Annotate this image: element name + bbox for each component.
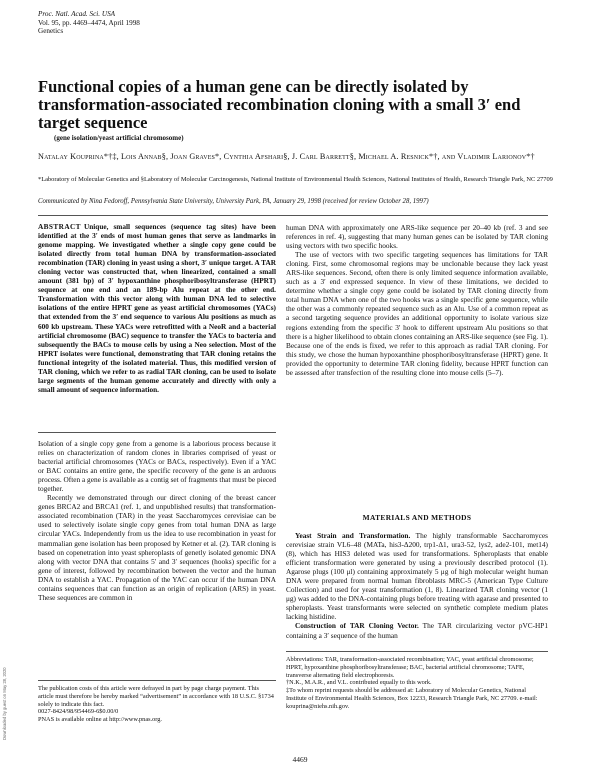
volume-line: Vol. 95, pp. 4469–4474, April 1998: [38, 18, 140, 27]
intro-paragraph-2: Recently we demonstrated through our direct cloning of the breast cancer genes BRCA2 and BRCA1 (ref. 1, and unpublished results) that transformation-associated recombination (TAR) in the yeast Saccharomyces cerevisiae can be used to selectively isolate single copy genes from total human DNA as large circular YACs. Independently from us the idea to use recombination in yeast for mammalian gene isolation has been proposed by Ketner et al. (2). TAR cloning is based on copenetration into yeast spheroplasts of genetly isolated genomic DNA along with vector DNA that contains 5′ and 3′ sequences (hooks) specific for a gene of interest, followed by recombination between the vector and the human DNA to establish a YAC. Propagation of the YAC can occur if the human DNA contains sequences that can function as an origin of replication (ARS) in yeast. These sequences are common in: [38, 493, 276, 602]
page-number: 4469: [292, 755, 308, 764]
abstract-text: Unique, small sequences (sequence tag sites) have been identified at the 3′ ends of most human genes that serve as landmarks in genome mapping. We investigated whether a single copy gene could be isolated directly from total human DNA by transformation-associated recombination (TAR) cloning in yeast using a short, 3′ unique target. A TAR cloning vector was constructed that, when linearized, contained a small amount (381 bp) of 3′ hypoxanthine phosphoribosyltransferase (HPRT) sequence at one end and an 189-bp Alu repeat at the other end. Transformation with this vector along with human DNA led to selective isolations of the entire HPRT gene as yeast artificial chromosomes (YACs) that extended from the 3′ end sequence to various Alu positions as much as 600 kb upstream. These YACs were retrofitted with a NeoR and a bacterial artificial chromosome (BAC) sequence to transfer the YACs to bacteria and subsequently the BACs to mouse cells by using a Neo selection. Most of the HPRT isolates were functional, demonstrating that TAR cloning retains the functional integrity of the isolated material. Thus, this modified version of TAR cloning, which we refer to as radial TAR cloning, can be used to isolate large segments of the human genome accurately and directly with only a small amount of sequence information.: [38, 222, 276, 394]
methods-text-1: The highly transformable Saccharomyces cerevisiae strain VL6–48 (MATa, his3-Δ200, trp1-Δ1, ura3-52, lys2, ade2-101, met14) (8), which has HIS3 deleted was used for transformations. Spheroplasts that enable efficient transformation were generated by using a previously described protocol (1). Agarose plugs (100 μl) containing approximately 5 μg of high molecular weight human DNA were prepared from normal human fibroblasts MRC-5 (American Type Culture Collection) and used for yeast transformation (1, 8). Linearized TAR cloning vector (1 μg) was added to the DNA-containing plugs before treating with agarase and presented to spheroplasts. Yeast transformants were selected on synthetic complete medium plates lacking histidine.: [286, 531, 548, 622]
abstract-label: ABSTRACT: [38, 222, 81, 231]
methods-section: [286, 531, 548, 640]
journal-header: [38, 10, 140, 36]
journal-name: Proc. Natl. Acad. Sci. USA: [38, 10, 116, 18]
methods-subheading-1: Yeast Strain and Transformation.: [295, 531, 411, 540]
right-footnote-rule: [286, 651, 548, 652]
affiliations: *Laboratory of Molecular Genetics and §Laboratory of Molecular Carcinogenesis, National Institute of Environmental Health Sciences, National Institutes of Health, Research Triangle Park, NC 27709: [38, 176, 553, 183]
equal-contribution-note: †N.K., M.A.R., and V.L. contributed equally to this work.: [286, 679, 432, 687]
publication-cost-note: The publication costs of this article were defrayed in part by page charge payment. This article must therefore be hereby marked “advertisement” in accordance with 18 U.S.C. §1734 solely to indicate this fact.: [38, 685, 274, 708]
intro-paragraph-4: The use of vectors with two specific targeting sequences has limitations for TAR cloning. First, some chromosomal regions may be unclonable because they lack yeast ARS-like sequences. Second, often there is only limited sequence information available, such as a 3′ end expressed sequence. In view of these limitations, we decided to determine whether a single copy gene could be isolated by TAR cloning directly from total human DNA when one of the two hooks was a single specific gene sequence, while the other was a commonly repeated sequence such as an Alu. Use of a common repeat as a second targeting sequence provides an additional opportunity to isolate various size regions extending from the specific 3′ hook to different upstream Alu positions so that there is a higher likelihood to obtain clones containing an ARS-like sequence (see Fig. 1). Because one of the ends is fixed, we refer to this approach as radial TAR cloning. For this study, we chose the human hypoxanthine phosphoribosyltransferase (HPRT) gene. It provided the opportunity to determine TAR cloning fidelity, because HPRT function can be assessed after transfection of the resulting clone into mouse cells (5–7).: [286, 250, 548, 377]
download-watermark: Downloaded by guest on May 28, 2020: [2, 667, 7, 740]
left-footnote-rule: [38, 680, 276, 681]
publication-footnote: [38, 685, 276, 724]
abbreviations-note: Abbreviations: TAR, transformation-associated recombination; YAC, yeast artificial chromosome; HPRT, hypoxanthine phosphoribosyltransferase; BAC, bacterial artificial chromosome; TAFE, transverse alternating field electrophoresis.: [286, 656, 534, 679]
article-title: Functional copies of a human gene can be directly isolated by transformation-associated recombination cloning with a small 3′ end target sequence: [38, 77, 521, 132]
methods-subheading-2: Construction of TAR Cloning Vector.: [295, 621, 419, 631]
author-list: Natalay Kouprina*†‡, Lois Annab§, Joan Graves*, Cynthia Afshari§, J. Carl Barrett§, Michael A. Resnick*†, and Vladimir Larionov*†: [38, 152, 535, 161]
methods-heading: MATERIALS AND METHODS: [362, 513, 472, 522]
abstract: [38, 222, 276, 394]
author-footnotes: [286, 656, 548, 711]
intro-paragraph-1: Isolation of a single copy gene from a genome is a laborious process because it relies on characterization of random clones in libraries comprised of yeast or bacterial artificial chromosomes (YACs or BACs, respectively). Even if a YAC or BAC contains an entire gene, the specific recovery of the gene is an arduous process. Often a gene is available as a contig set of fragments that must be pieced together.: [38, 439, 276, 494]
keywords: (gene isolation/yeast artificial chromosome): [54, 134, 184, 142]
reprint-request-note: ‡To whom reprint requests should be addressed at: Laboratory of Molecular Genetics, National Institute of Environmental Health Sciences, Box 12233, Research Triangle Park, NC 27709. e-mail: kouprina@niehs.nih.gov.: [286, 687, 538, 710]
communicated-line: Communicated by Nina Fedoroff, Pennsylvania State University, University Park, PA, January 29, 1998 (received for review October 28, 1997): [38, 198, 429, 205]
abstract-rule: [38, 432, 276, 433]
intro-right-column: [286, 223, 548, 377]
issn-line: 0027-8424/98/954469-6$0.00/0: [38, 708, 119, 716]
methods-paragraph-1: [286, 531, 548, 621]
methods-text-2: The TAR circularizing vector pVC-HP1 containing a 3′ sequence of the human: [286, 621, 548, 640]
journal-section: Genetics: [38, 27, 64, 36]
header-rule: [38, 215, 548, 216]
intro-left-column: [38, 439, 276, 602]
intro-paragraph-3: human DNA with approximately one ARS-like sequence per 20–40 kb (ref. 3 and see references in ref. 4), suggesting that many human genes can be isolated by TAR cloning using vectors with two specific hooks.: [286, 223, 548, 251]
online-availability: PNAS is available online at http://www.pnas.org.: [38, 716, 163, 724]
methods-paragraph-2: [286, 621, 548, 639]
